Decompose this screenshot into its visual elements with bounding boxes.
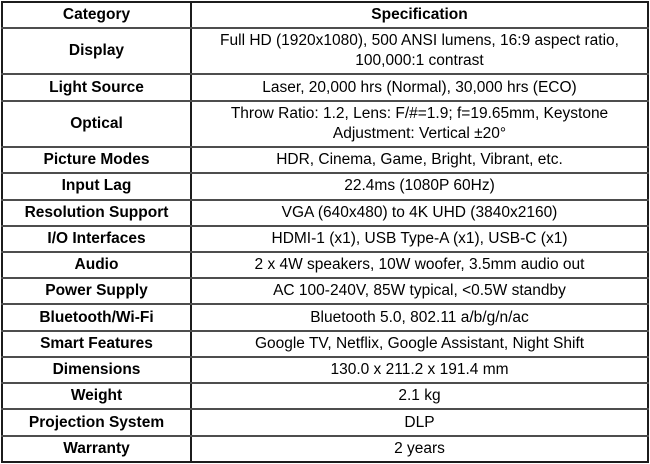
spec-cell: Bluetooth 5.0, 802.11 a/b/g/n/ac [191,304,648,330]
category-cell: Light Source [2,74,191,100]
table-row [2,409,648,435]
spec-cell: Google TV, Netflix, Google Assistant, Night Shift [191,331,648,357]
table-row [2,304,648,330]
category-cell: Warranty [2,436,191,462]
table-row [2,436,648,462]
category-cell: Optical [2,101,191,147]
table-row [2,226,648,252]
spec-cell: Laser, 20,000 hrs (Normal), 30,000 hrs (ECO) [191,74,648,100]
table-row [2,74,648,100]
category-cell: Power Supply [2,278,191,304]
table-row [2,200,648,226]
category-cell: Smart Features [2,331,191,357]
category-cell: Weight [2,383,191,409]
category-cell: Resolution Support [2,200,191,226]
table-row [2,331,648,357]
category-cell: Input Lag [2,173,191,199]
table-row [2,173,648,199]
table-row [2,383,648,409]
category-cell: Projection System [2,409,191,435]
category-cell: Picture Modes [2,147,191,173]
spec-cell: AC 100-240V, 85W typical, <0.5W standby [191,278,648,304]
spec-cell: Full HD (1920x1080), 500 ANSI lumens, 16:9 aspect ratio, 100,000:1 contrast [191,28,648,74]
category-cell: Display [2,28,191,74]
spec-cell: 22.4ms (1080P 60Hz) [191,173,648,199]
spec-cell: HDR, Cinema, Game, Bright, Vibrant, etc. [191,147,648,173]
table-row [2,278,648,304]
category-cell: Audio [2,252,191,278]
spec-cell: 2 years [191,436,648,462]
spec-cell: VGA (640x480) to 4K UHD (3840x2160) [191,200,648,226]
table-row [2,147,648,173]
spec-cell: HDMI-1 (x1), USB Type-A (x1), USB-C (x1) [191,226,648,252]
spec-cell: 2.1 kg [191,383,648,409]
table-row [2,357,648,383]
table-row [2,101,648,147]
category-cell: Dimensions [2,357,191,383]
category-cell: Bluetooth/Wi-Fi [2,304,191,330]
table-row [2,28,648,74]
spec-table [1,1,649,463]
category-cell: I/O Interfaces [2,226,191,252]
spec-cell: DLP [191,409,648,435]
header-row [2,2,648,28]
spec-cell: 2 x 4W speakers, 10W woofer, 3.5mm audio out [191,252,648,278]
category-column-header: Category [2,2,191,28]
table-row [2,252,648,278]
spec-table-body [2,28,648,462]
spec-cell: Throw Ratio: 1.2, Lens: F/#=1.9; f=19.65mm, Keystone Adjustment: Vertical ±20° [191,101,648,147]
spec-cell: 130.0 x 211.2 x 191.4 mm [191,357,648,383]
specification-column-header: Specification [191,2,648,28]
